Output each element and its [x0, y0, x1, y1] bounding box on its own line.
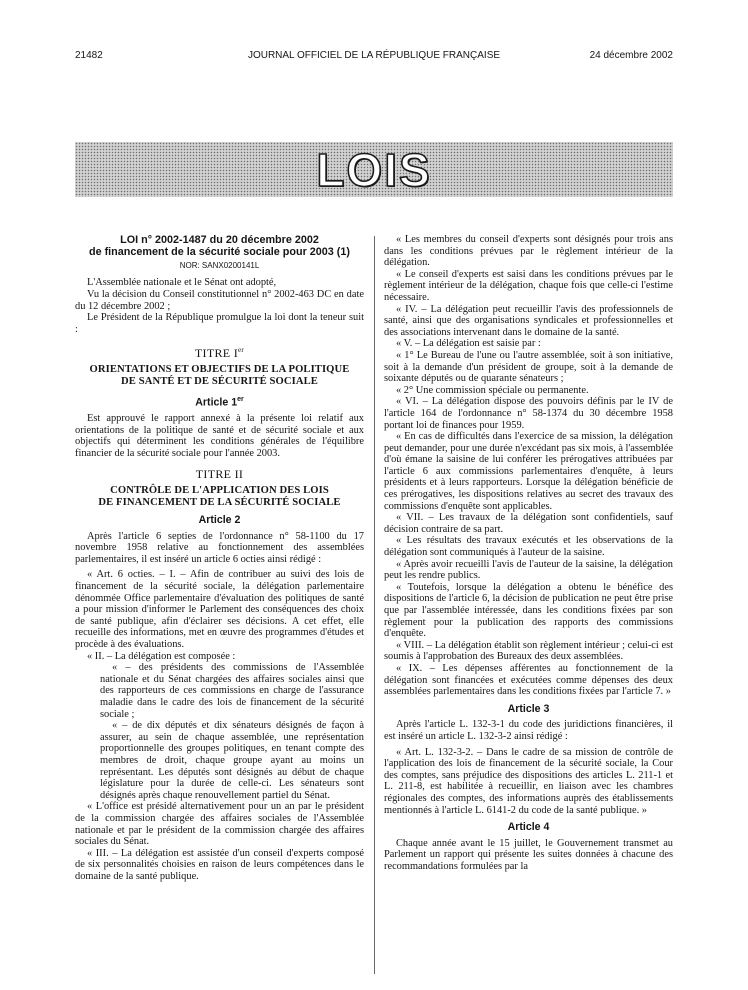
article-2-paragraph: « Après avoir recueilli l'avis de l'auteur de la saisine, la délégation peut les rendre publics.: [384, 558, 673, 582]
article-2-paragraph: « Les résultats des travaux exécutés et les observations de la délégation sont communiqués à l'auteur de la saisine.: [384, 535, 673, 559]
article-4-body: Chaque année avant le 15 juillet, le Gouvernement transmet au Parlement un rapport qui présente les suites données à chacune des recommandations formulées par la: [384, 837, 673, 872]
article-2-paragraph: « V. – La délégation est saisie par :: [396, 338, 541, 350]
column-divider: [374, 236, 375, 974]
titre-1-heading-line: ORIENTATIONS ET OBJECTIFS DE LA POLITIQUE: [89, 363, 350, 375]
article-4-label: Article 4: [507, 821, 550, 834]
article-2-paragraph: « VII. – Les travaux de la délégation sont confidentiels, sauf décision contraire de sa part.: [384, 512, 673, 535]
titre-1-label: [75, 345, 364, 360]
titre-2-heading: [75, 485, 364, 509]
section-banner: [75, 142, 673, 197]
article-1-text: Article 1: [195, 396, 238, 409]
law-title: LOI n° 2002-1487 du 20 décembre 2002: [120, 234, 319, 246]
titre-2-heading-line: CONTRÔLE DE L'APPLICATION DES LOIS: [110, 485, 329, 497]
article-2-paragraph: « III. – La délégation est assistée d'un conseil d'experts composé de six personnalités choisies en raison de leurs compétences dans le domaine de la santé publique.: [75, 847, 364, 882]
article-1-sup: er: [237, 395, 244, 403]
article-2-paragraph: « Art. 6 octies. – I. – Afin de contribuer au suivi des lois de financement de la sécurité sociale, la délégation parlementaire dénommée Office parlementaire d'évaluation des politiques de santé a pour mission d'informer le Parlement des conséquences des choix de santé publique, afin d'éclairer ses décisions. A cet effet, elle recueille des informations, met en œuvre des programmes d'études et procède à des évaluations.: [75, 569, 364, 650]
journal-title: JOURNAL OFFICIEL DE LA RÉPUBLIQUE FRANÇAISE: [247, 50, 501, 61]
issue-date: 24 décembre 2002: [589, 50, 673, 61]
article-1-body: Est approuvé le rapport annexé à la présente loi relatif aux orientations de la politique de santé et de sécurité sociale et aux objectifs qui déterminent les conditions générales de l'équilibre financier de la sécurité sociale pour l'année 2003.: [75, 413, 364, 459]
article-3-intro: Après l'article L. 132-3-1 du code des juridictions financières, il est inséré un article L. 132-3-2 ainsi rédigé :: [384, 719, 673, 742]
preamble-line: Le Président de la République promulgue la loi dont la teneur suit :: [75, 312, 364, 335]
article-2-bullet: « – des présidents des commissions de l'Assemblée nationale et du Sénat chargées des affaires sociales ainsi que des rapporteurs de ces commissions en charge de l'assurance maladie dans le cadre des lois de financement de la sécurité sociale ;: [100, 662, 364, 720]
article-3-body: « Art. L. 132-3-2. – Dans le cadre de sa mission de contrôle de l'application des lois de financement de la sécurité sociale, la Cour des comptes, sans préjudice des dispositions des articles L. 211-1 et L. 211-8, est habilitée à recueillir, en liaison avec les chambres régionales des comptes, des informations auprès des établissements mentionnés à l'article L. 6141-2 du code de la santé publique. »: [384, 746, 673, 816]
article-2-label: Article 2: [198, 514, 241, 527]
titre-1-text: TITRE I: [194, 346, 239, 361]
article-2-paragraph: « Toutefois, lorsque la délégation a obtenu le bénéfice des dispositions de l'article 6, la décision de publication ne peut être prise que par l'assemblée intéressée, dans les conditions fixées par son règlement pour la publication des rapports des commissions d'enquête.: [384, 581, 673, 640]
article-1-label: [75, 394, 364, 409]
article-2-paragraph: « 1° Le Bureau de l'une ou l'autre assemblée, soit à son initiative, soit à la demande d'un président de groupe, soit à la demande de soixante députés ou de quarante sénateurs ;: [384, 349, 673, 385]
article-2-paragraph: « Les membres du conseil d'experts sont désignés pour trois ans dans les conditions prévues par le règlement intérieur de la délégation.: [384, 234, 673, 269]
titre-2-label: TITRE II: [195, 467, 244, 482]
article-2-paragraph: « VIII. – La délégation établit son règlement intérieur ; celui-ci est soumis à l'approbation des Bureaux des deux assemblées.: [384, 639, 673, 663]
article-2-paragraph: « 2° Une commission spéciale ou permanente.: [396, 384, 589, 396]
article-2-paragraph: « VI. – La délégation dispose des pouvoirs définis par le IV de l'article 164 de l'ordonnance n° 58-1374 du 30 décembre 1958 portant loi de finances pour 1959.: [384, 396, 673, 431]
preamble-line: Vu la décision du Conseil constitutionnel n° 2002-463 DC en date du 12 décembre 2002 ;: [75, 289, 364, 312]
article-2-paragraph: « Le conseil d'experts est saisi dans les conditions prévues par le règlement intérieur de la délégation, chaque fois que celle-ci l'estime nécessaire.: [384, 268, 673, 303]
left-column: [75, 234, 364, 882]
titre-2-heading-line: DE FINANCEMENT DE LA SÉCURITÉ SOCIALE: [98, 497, 341, 509]
right-column: [384, 234, 673, 872]
article-2-paragraph: « II. – La délégation est composée :: [87, 650, 236, 662]
article-2-bullet: « – de dix députés et dix sénateurs désignés de façon à assurer, au sein de chaque assemblée, une représentation proportionnelle des groupes politiques, en tenant compte des membres de droit, chaque groupe ayant au moins un représentant. Les députés sont désignés au début de chaque législature pour la durée de celle-ci. Les sénateurs sont désignés après chaque renouvellement partiel du Sénat.: [100, 720, 364, 801]
preamble-line: L'Assemblée nationale et le Sénat ont adopté,: [87, 277, 277, 289]
titre-1-sup: er: [238, 346, 245, 355]
article-2-paragraph: « L'office est présidé alternativement pour un an par le président de la commission chargée des affaires sociales de l'Assemblée nationale et par le président de la commission chargée des affaires sociales du Sénat.: [75, 801, 364, 848]
article-2-paragraph: « En cas de difficultés dans l'exercice de sa mission, la délégation peut demander, pour une durée n'excédant pas six mois, à l'assemblée d'où émane la saisine de lui conférer les prérogatives attribuées par l'article 6 aux commissions parlementaires d'enquête, à leurs présidents et à leurs rapporteurs. Lorsque la délégation bénéficie de ces prérogatives, les dispositions relatives au secret des travaux des commissions d'enquête sont applicables.: [384, 431, 673, 512]
article-3-label: Article 3: [507, 702, 550, 715]
article-2-paragraph: « IV. – La délégation peut recueillir l'avis des professionnels de santé, ainsi que des organisations syndicales et professionnelles et des associations intervenant dans le domaine de la santé.: [384, 303, 673, 338]
law-subtitle: de financement de la sécurité sociale pour 2003 (1): [88, 246, 351, 259]
nor-reference: NOR: SANX0200141L: [179, 260, 260, 270]
article-2-intro: Après l'article 6 septies de l'ordonnance n° 58-1100 du 17 novembre 1958 relative au fonctionnement des assemblées parlementaires, il est inséré un article 6 octies ainsi rédigé :: [75, 530, 364, 565]
article-2-paragraph: « IX. – Les dépenses afférentes au fonctionnement de la délégation sont financées et exécutées comme dépenses des deux assemblées parlementaires dans les conditions fixées par l'article 7. »: [384, 662, 673, 698]
titre-1-heading: [75, 364, 364, 388]
page-number: 21482: [75, 50, 103, 61]
section-title: LOIS: [316, 143, 432, 196]
titre-1-heading-line: DE SANTÉ ET DE SÉCURITÉ SOCIALE: [121, 375, 318, 387]
